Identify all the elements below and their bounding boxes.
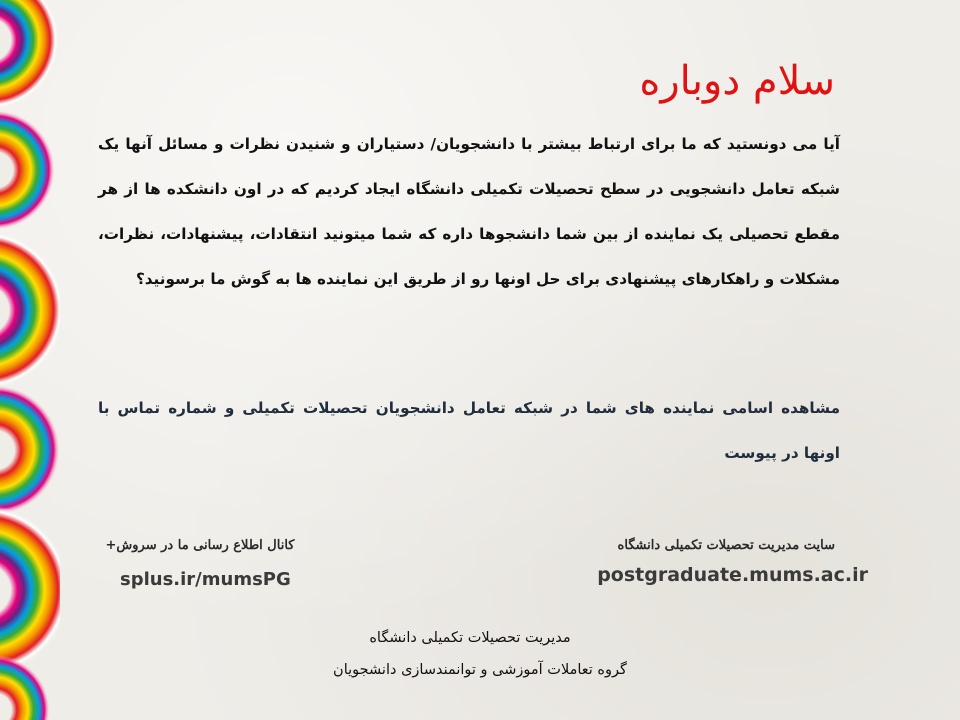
ring-5 (0, 505, 60, 675)
channel-caption: کانال اطلاع رسانی ما در سروش+ (105, 538, 295, 553)
footer-organization: مدیریت تحصیلات تکمیلی دانشگاه (369, 630, 571, 646)
ring-2 (0, 110, 55, 230)
ring-3 (0, 230, 60, 390)
site-caption: سایت مدیریت تحصیلات تکمیلی دانشگاه (617, 538, 835, 553)
attachment-paragraph: مشاهده اسامی نماینده های شما در شبکه تعامل دانشجویان تحصیلات تکمیلی و شماره تماس با اونها در پیوست (98, 399, 840, 462)
rainbow-rings-decoration (0, 0, 60, 720)
ring-1 (0, 0, 60, 110)
footer-department: گروه تعاملات آموزشی و توانمندسازی دانشجویان (333, 662, 627, 678)
channel-url-link[interactable]: splus.ir/mumsPG (120, 569, 291, 590)
slide-title: سلام دوباره (639, 58, 835, 104)
intro-paragraph: آیا می دونستید که ما برای ارتباط بیشتر با دانشجویان/ دستیاران و شنیدن نظرات و مسائل آنها یک شبکه تعامل دانشجویی در سطح تحصیلات تکمیلی دانشگاه ایجاد کردیم که در اون دانشکده ها از هر مقطع تحصیلی یک نماینده از بین شما دانشجوها داره که شما میتونید انتقادات، پیشنهادات، نظرات، مشکلات و راهکارهای پیشنهادی برای حل اونها رو از طریق این نماینده ها به گوش ما برسونید؟ (98, 135, 840, 288)
ring-4 (0, 385, 60, 515)
site-url-link[interactable]: postgraduate.mums.ac.ir (597, 564, 868, 586)
